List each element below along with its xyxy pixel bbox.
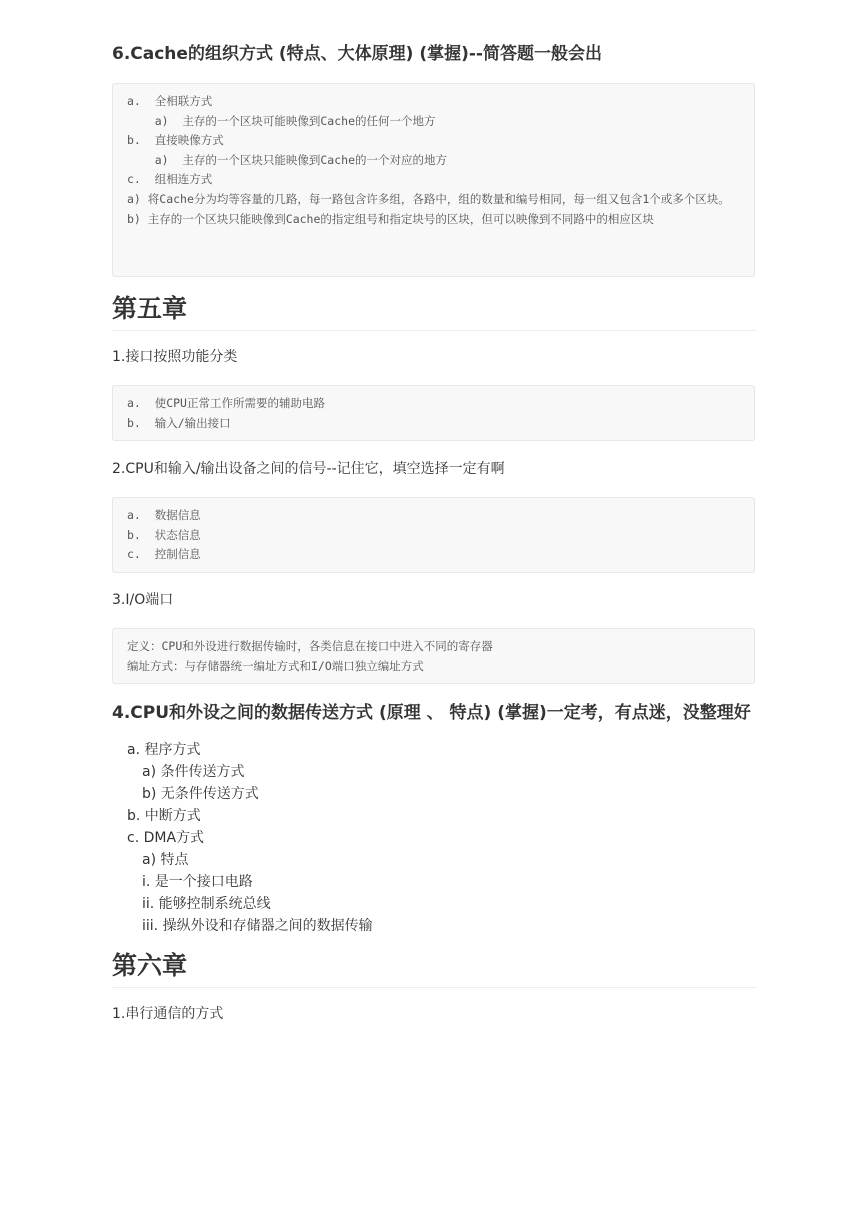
code-line: b. 状态信息 (127, 527, 201, 542)
transfer-list (127, 739, 373, 937)
list-item: a) 条件传送方式 (142, 764, 245, 780)
code-line: a. 数据信息 (127, 508, 201, 522)
paragraph-signal-title: 2.CPU和输入/输出设备之间的信号--记住它，填空选择一定有啊 (112, 461, 505, 477)
code-line: b) 主存的一个区块只能映像到Cache的指定组号和指定块号的区块，但可以映像到不同路中的相应区块 (127, 211, 654, 226)
section-heading-transfer: 4.CPU和外设之间的数据传送方式 (原理 、 特点) (掌握)一定考，有点迷，没整理好 (112, 703, 751, 723)
chapter-heading-6: 第六章 (112, 950, 757, 988)
list-item: iii. 操纵外设和存储器之间的数据传输 (142, 918, 373, 934)
list-item: c. DMA方式 (127, 830, 205, 846)
list-item: b) 无条件传送方式 (142, 786, 259, 802)
code-line: b. 直接映像方式 (127, 133, 224, 148)
code-block-signal (112, 497, 755, 573)
section-heading-cache: 6.Cache的组织方式 (特点、大体原理) (掌握)--简答题一般会出 (112, 44, 602, 64)
list-item: a) 特点 (142, 852, 189, 868)
code-block-io (112, 628, 755, 684)
code-line: c. 控制信息 (127, 547, 201, 562)
paragraph-interface-title: 1.接口按照功能分类 (112, 349, 238, 365)
code-line: a) 将Cache分为均等容量的几路，每一路包含许多组，各路中，组的数量和编号相同，每一组又包含1个或多个区块。 (127, 191, 730, 206)
code-line: a. 全相联方式 (127, 94, 213, 108)
code-line: c. 组相连方式 (127, 172, 213, 187)
code-line: a. 使CPU正常工作所需要的辅助电路 (127, 396, 325, 410)
list-item: b. 中断方式 (127, 808, 201, 824)
list-item: a. 程序方式 (127, 742, 201, 758)
code-line: 编址方式：与存储器统一编址方式和I/O端口独立编址方式 (127, 658, 424, 673)
code-line: 定义：CPU和外设进行数据传输时，各类信息在接口中进入不同的寄存器 (127, 639, 493, 653)
chapter-heading-5: 第五章 (112, 293, 757, 331)
list-item: ii. 能够控制系统总线 (142, 896, 271, 912)
paragraph-serial-title: 1.串行通信的方式 (112, 1006, 224, 1022)
code-block-interface (112, 385, 755, 441)
code-block-cache (112, 83, 755, 277)
paragraph-io-title: 3.I/O端口 (112, 592, 174, 608)
list-item: i. 是一个接口电路 (142, 874, 253, 890)
code-line: a) 主存的一个区块只能映像到Cache的一个对应的地方 (127, 152, 448, 167)
code-line: a) 主存的一个区块可能映像到Cache的任何一个地方 (127, 113, 436, 128)
code-line: b. 输入/输出接口 (127, 415, 231, 430)
